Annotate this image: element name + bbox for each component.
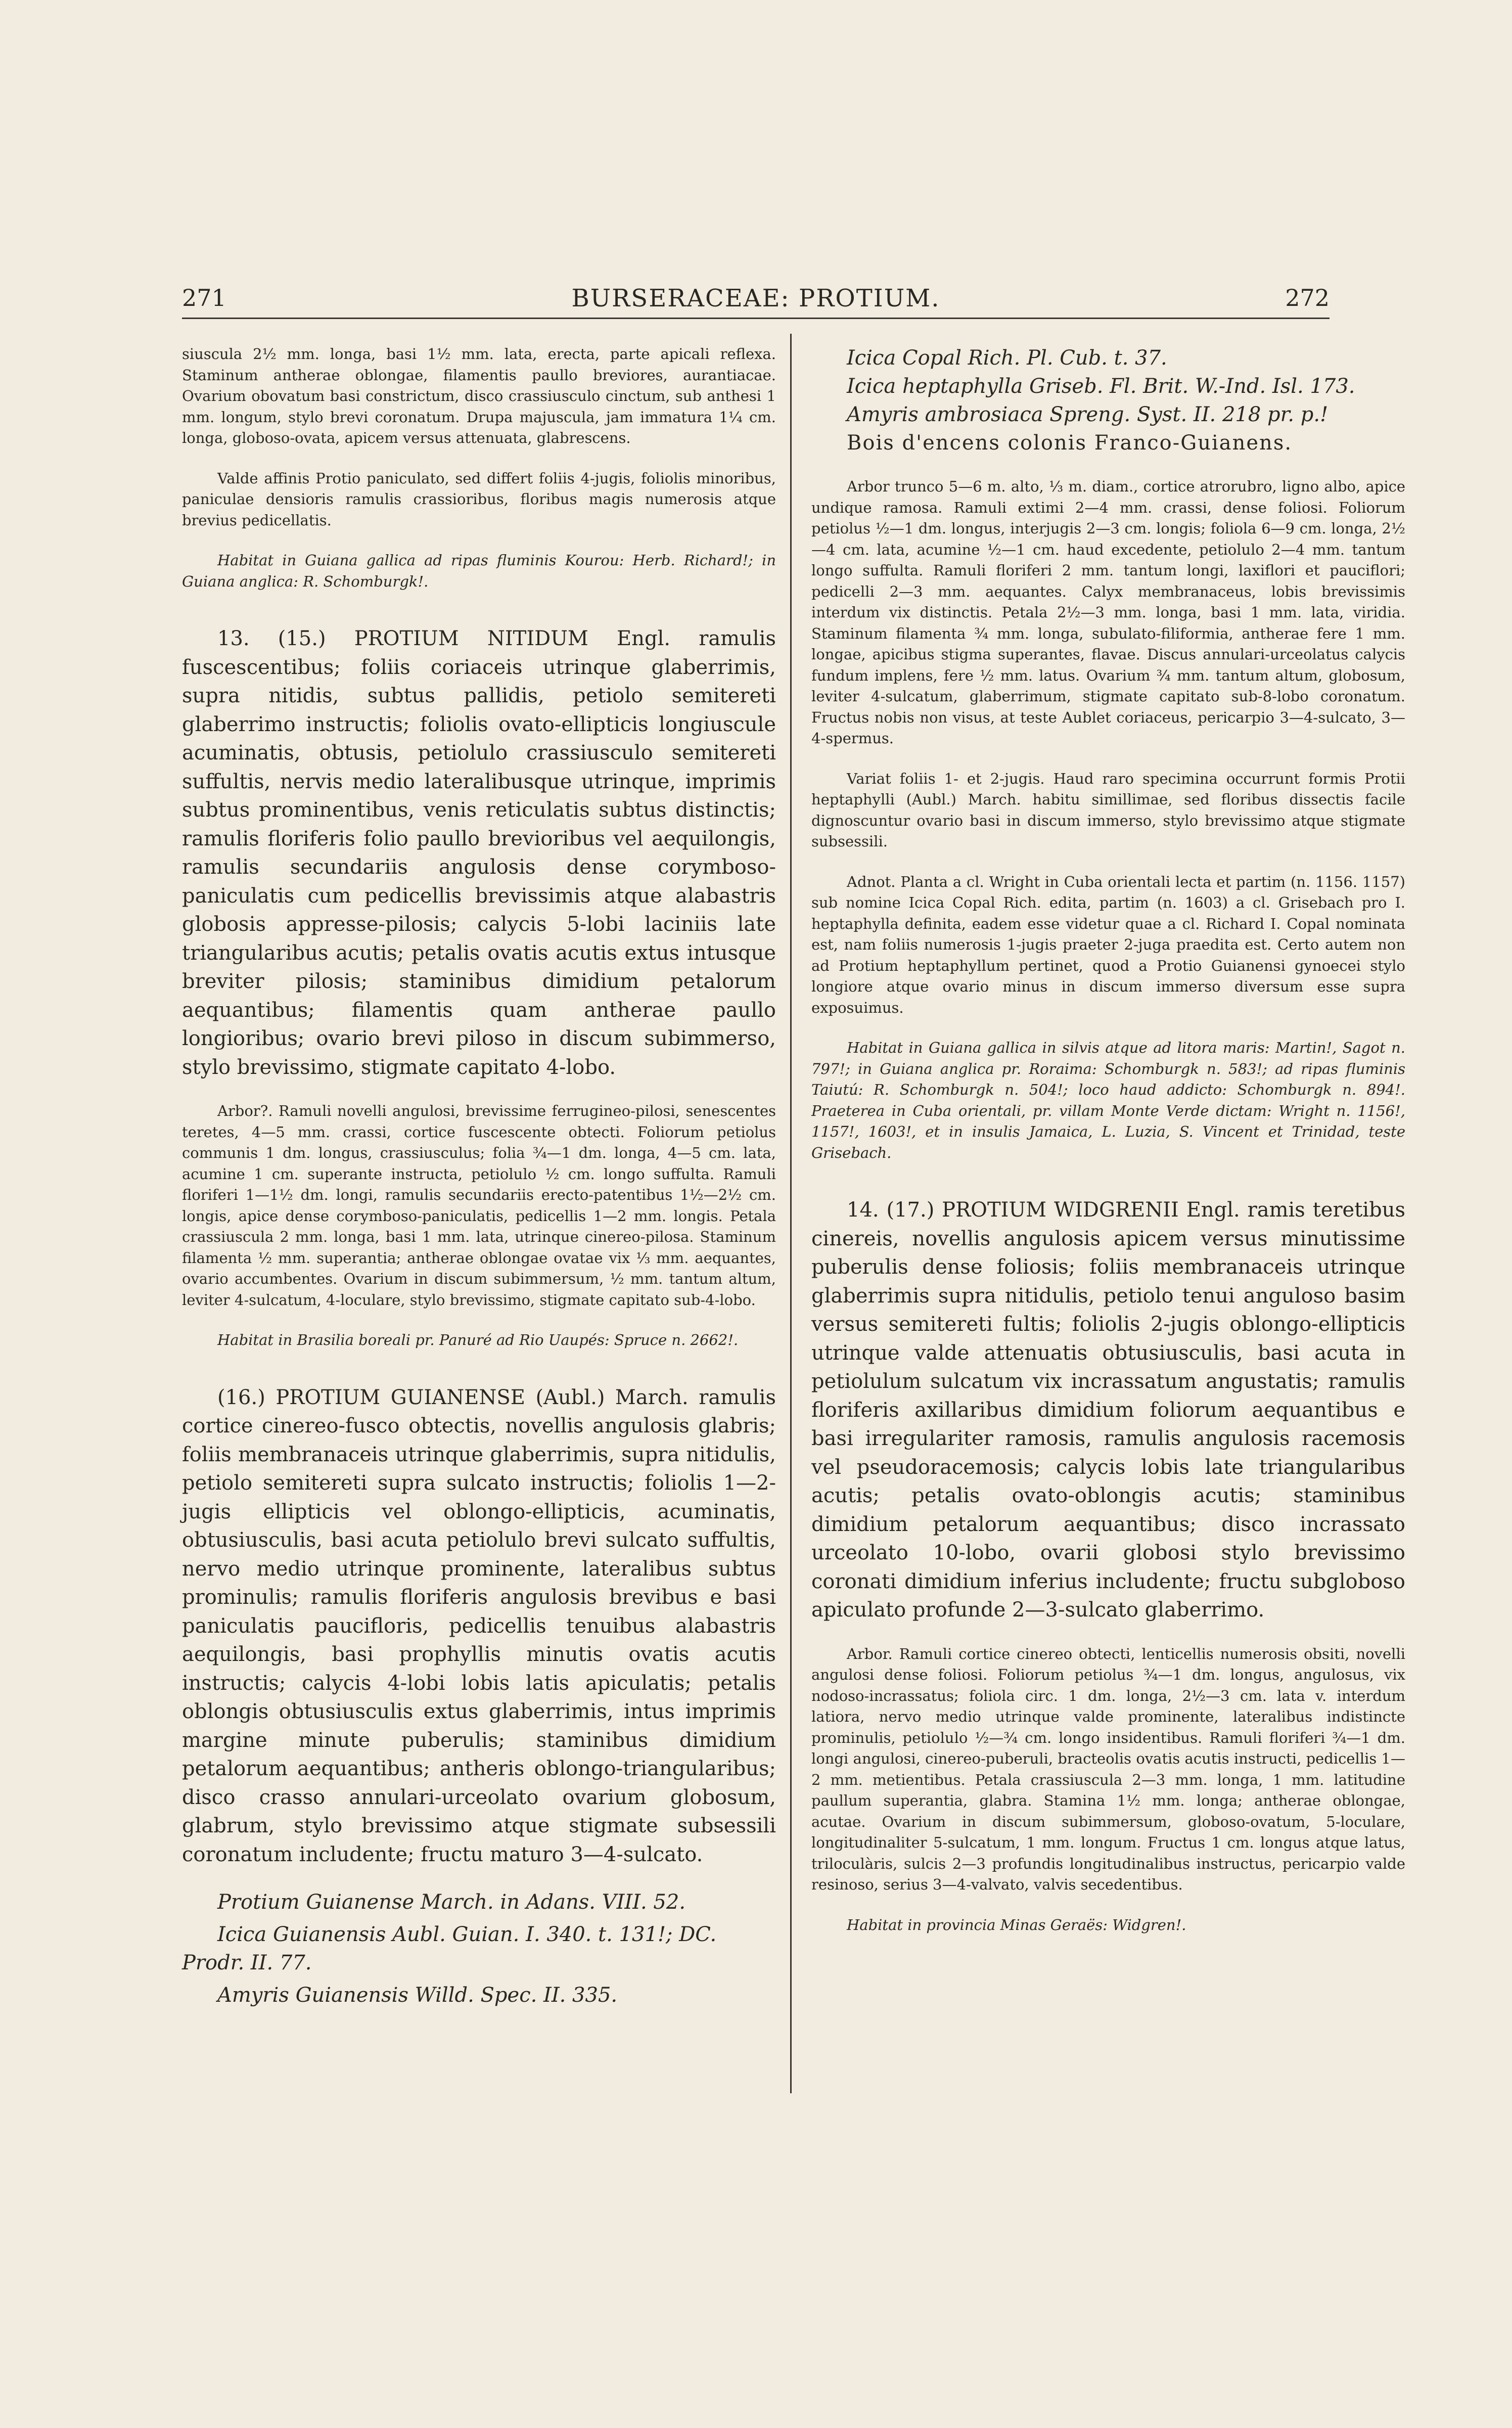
synonym-citation: Amyris ambrosiaca Spreng. Syst. II. 218 pr. p.!	[847, 403, 1328, 426]
vernacular-name: Bois d'encens colonis Franco-Guianens.	[847, 431, 1293, 455]
affinity-note: Valde affinis Protio paniculato, sed differt foliis 4-jugis, foliolis minoribus, paniculae densioris ramulis crassioribus, floribus magis numerosis atque brevius pedicellatis.	[182, 469, 776, 529]
species-protium-widgrenii: 14. (17.) PROTIUM WIDGRENII Engl. ramis teretibus cinereis, novellis angulosis apicem versus minutissime puberulis dense foliosis; foliis membranaceis utrinque glaberrimis supra nitidulis, petiolo tenui anguloso basim versus semitereti fultis; foliolis 2-jugis oblongo-ellipticis utrinque valde attenuatis obtusiusculis, basi acuta in petiolulum sulcatum vix incrassatum angustatis; ramulis floriferis axillaribus dimidium foliorum aequantibus e basi irregulariter ramosis, ramulis angulosis racemosis vel pseudoracemosis; calycis lobis late triangularibus acutis; petalis ovato-oblongis acutis; staminibus dimidium petalorum aequantibus; disco incrassato urceolato 10-lobo, ovarii globosi stylo brevissimo coronati dimidium inferius includente; fructu subgloboso apiculato profunde 2—3-sulcato glaberrimo.	[811, 1198, 1405, 1622]
synonym-citation: Protium Guianense March. in Adans. VIII. 52.	[217, 1891, 686, 1914]
header-rule	[182, 318, 1330, 319]
running-title: BURSERACEAE: PROTIUM.	[571, 284, 940, 312]
nitidum-description: Arbor?. Ramuli novelli angulosi, brevissime ferrugineo-pilosi, senescentes teretes, 4—5 mm. crassi, cortice fuscescente obtecti. Foliorum petiolus communis 1 dm. longus, crassiusculus; folia ¾—1 dm. longa, 4—5 cm. lata, acumine 1 cm. superante instructa, petiolulo ½ cm. longo suffulta. Ramuli floriferi 1—1½ dm. longi, ramulis secundariis erecto-patentibus 1½—2½ cm. longis, apice dense corymboso-paniculatis, pedicellis 1—2 mm. longis. Petala crassiuscula 2 mm. longa, basi 1 mm. lata, utrinque cinereo-pilosa. Staminum filamenta ½ mm. superantia; antherae oblongae ovatae vix ⅓ mm. aequantes, ovario accumbentes. Ovarium in discum subimmersum, ½ mm. tantum altum, leviter 4-sulcatum, 4-loculare, stylo brevissimo, stigmate capitato sub-4-lobo.	[182, 1102, 776, 1309]
synonym-citation: Icica Copal Rich. Pl. Cub. t. 37.	[847, 346, 1167, 370]
widgrenii-description: Arbor. Ramuli cortice cinereo obtecti, lenticellis numerosis obsiti, novelli angulosi dense foliosi. Foliorum petiolus ¾—1 dm. longus, angulosus, vix nodoso-incrassatus; foliola circ. 1 dm. longa, 2½—3 cm. lata v. interdum latiora, nervo medio utrinque valde prominente, lateralibus indistincte prominulis, petiolulo ½—¾ cm. longo insidentibus. Ramuli floriferi ¾—1 dm. longi angulosi, cinereo-puberuli, bracteolis ovatis acutis instructi, pedicellis 1—2 mm. metientibus. Petala crassiuscula 2—3 mm. longa, 1 mm. latitudine paullum superantia, glabra. Stamina 1½ mm. longa; antherae oblongae, acutae. Ovarium in discum subimmersum, globoso-ovatum, 5-loculare, longitudinaliter 5-sulcatum, 1 mm. longum. Fructus 1 cm. longus atque latus, triloculàris, sulcis 2—3 profundis longitudinalibus instructus, pericarpio valde resinoso, serius 3—4-valvato, valvis secedentibus.	[811, 1645, 1405, 1893]
description-continued: siuscula 2½ mm. longa, basi 1½ mm. lata, erecta, parte apicali reflexa. Staminum antherae oblongae, filamentis paullo breviores, aurantiacae. Ovarium obovatum basi constrictum, disco crassiusculo cinctum, sub anthesi 1 mm. longum, stylo brevi coronatum. Drupa majuscula, jam immatura 1¼ cm. longa, globoso-ovata, apicem versus attenuata, glabrescens.	[182, 345, 776, 446]
synonym-citation: Icica heptaphylla Griseb. Fl. Brit. W.-Ind. Isl. 173.	[847, 375, 1355, 398]
variation-note: Variat foliis 1- et 2-jugis. Haud raro specimina occurrunt formis Protii heptaphylli (Aubl.) March. habitu simillimae, sed floribus dissectis facile dignoscuntur ovario basi in discum immerso, stylo brevissimo atque stigmate subsessili.	[811, 770, 1405, 850]
nitidum-habitat: Habitat in Brasilia boreali pr. Panuré ad Rio Uaupés: Spruce n. 2662!.	[217, 1331, 739, 1348]
species-protium-nitidum: 13. (15.) PROTIUM NITIDUM Engl. ramulis fuscescentibus; foliis coriaceis utrinque glaberrimis, supra nitidis, subtus pallidis, petiolo semitereti glaberrimo instructis; foliolis ovato-ellipticis longiuscule acuminatis, obtusis, petiolulo crassiusculo semitereti suffultis, nervis medio lateralibusque utrinque, imprimis subtus prominentibus, venis reticulatis subtus distinctis; ramulis floriferis folio paullo brevioribus vel aequilongis, ramulis secundariis angulosis dense corymboso-paniculatis cum pedicellis brevissimis atque alabastris globosis appresse-pilosis; calycis 5-lobi laciniis late triangularibus acutis; petalis ovatis acutis extus intusque breviter pilosis; staminibus dimidium petalorum aequantibus; filamentis quam antherae paullo longioribus; ovario brevi piloso in discum subimmerso, stylo brevissimo, stigmate capitato 4-lobo.	[182, 627, 776, 1079]
guianense-habitat: Habitat in Guiana gallica in silvis atque ad litora maris: Martin!, Sagot n. 797!; in Guiana anglica pr. Roraima: Schomburgk n. 583!; ad ripas fluminis Taiutú: R. Schomburgk n. 504!; loco haud addicto: Schomburgk n. 894!. Praeterea in Cuba orientali, pr. villam Monte Verde dictam: Wright n. 1156!, 1157!, 1603!, et in insulis Jamaica, L. Luzia, S. Vincent et Trinidad, teste Grisebach.	[811, 1039, 1405, 1161]
page-number-left: 271	[182, 284, 226, 311]
guianense-description: Arbor trunco 5—6 m. alto, ⅓ m. diam., cortice atrorubro, ligno albo, apice undique ramosa. Ramuli extimi 2—4 mm. crassi, dense foliosi. Foliorum petiolus ½—1 dm. longus, interjugis 2—3 cm. longis; foliola 6—9 cm. longa, 2½—4 cm. lata, acumine ½—1 cm. haud excedente, petiolulo 2—4 mm. tantum longo suffulta. Ramuli floriferi 2 mm. tantum longi, laxiflori et pauciflori; pedicelli 2—3 mm. aequantes. Calyx membranaceus, lobis brevissimis interdum vix distinctis. Petala 2½—3 mm. longa, basi 1 mm. lata, viridia. Staminum filamenta ¾ mm. longa, subulato-filiformia, antherae fere 1 mm. longae, apicibus stigma superantes, flavae. Discus annulari-urceolatus calycis fundum implens, fere ½ mm. latus. Ovarium ¾ mm. tantum altum, globosum, leviter 4-sulcatum, glaberrimum, stigmate capitato sub-8-lobo coronatum. Fructus nobis non visus, at teste Aublet coriaceus, pericarpio 3—4-sulcato, 3—4-spermus.	[811, 478, 1405, 747]
adnotatio: Adnot. Planta a cl. Wright in Cuba orientali lecta et partim (n. 1156. 1157) sub nomine Icica Copal Rich. edita, partim (n. 1603) a cl. Grisebach pro I. heptaphylla definita, eadem esse videtur quae a cl. Richard I. Copal nominata est, nam foliis numerosis 1-jugis praeter 2-juga praedita est. Certo autem non ad Protium heptaphyllum pertinet, quod a Protio Guianensi gynoecei stylo longiore atque ovario minus in discum immerso diversum esse supra exposuimus.	[811, 873, 1405, 1016]
column-divider	[790, 334, 792, 2093]
page-number-right: 272	[1285, 284, 1330, 311]
synonym-citation: Amyris Guianensis Willd. Spec. II. 335.	[217, 1984, 618, 2007]
species-protium-guianense: (16.) PROTIUM GUIANENSE (Aubl.) March. ramulis cortice cinereo-fusco obtectis, novellis angulosis glabris; foliis membranaceis utrinque glaberrimis, supra nitidulis, petiolo semitereti supra sulcato instructis; foliolis 1—2-jugis ellipticis vel oblongo-ellipticis, acuminatis, obtusiusculis, basi acuta petiolulo brevi sulcato suffultis, nervo medio utrinque prominente, lateralibus subtus prominulis; ramulis floriferis angulosis brevibus e basi paniculatis paucifloris, pedicellis tenuibus alabastris aequilongis, basi prophyllis minutis ovatis acutis instructis; calycis 4-lobi lobis latis apiculatis; petalis oblongis obtusiusculis extus glaberrimis, intus imprimis margine minute puberulis; staminibus dimidium petalorum aequantibus; antheris oblongo-triangularibus; disco crasso annulari-urceolato ovarium globosum, glabrum, stylo brevissimo atque stigmate subsessili coronatum includente; fructu maturo 3—4-sulcato.	[182, 1385, 776, 1866]
synonym-citation: Icica Guianensis Aubl. Guian. I. 340. t. 131!; DC. Prodr. II. 77.	[182, 1923, 717, 1974]
right-column	[811, 344, 1405, 1955]
habitat-note: Habitat in Guiana gallica ad ripas fluminis Kourou: Herb. Richard!; in Guiana anglica: R. Schomburgk!.	[182, 552, 776, 590]
widgrenii-habitat: Habitat in provincia Minas Geraës: Widgren!.	[847, 1916, 1186, 1934]
left-column	[182, 344, 776, 2013]
